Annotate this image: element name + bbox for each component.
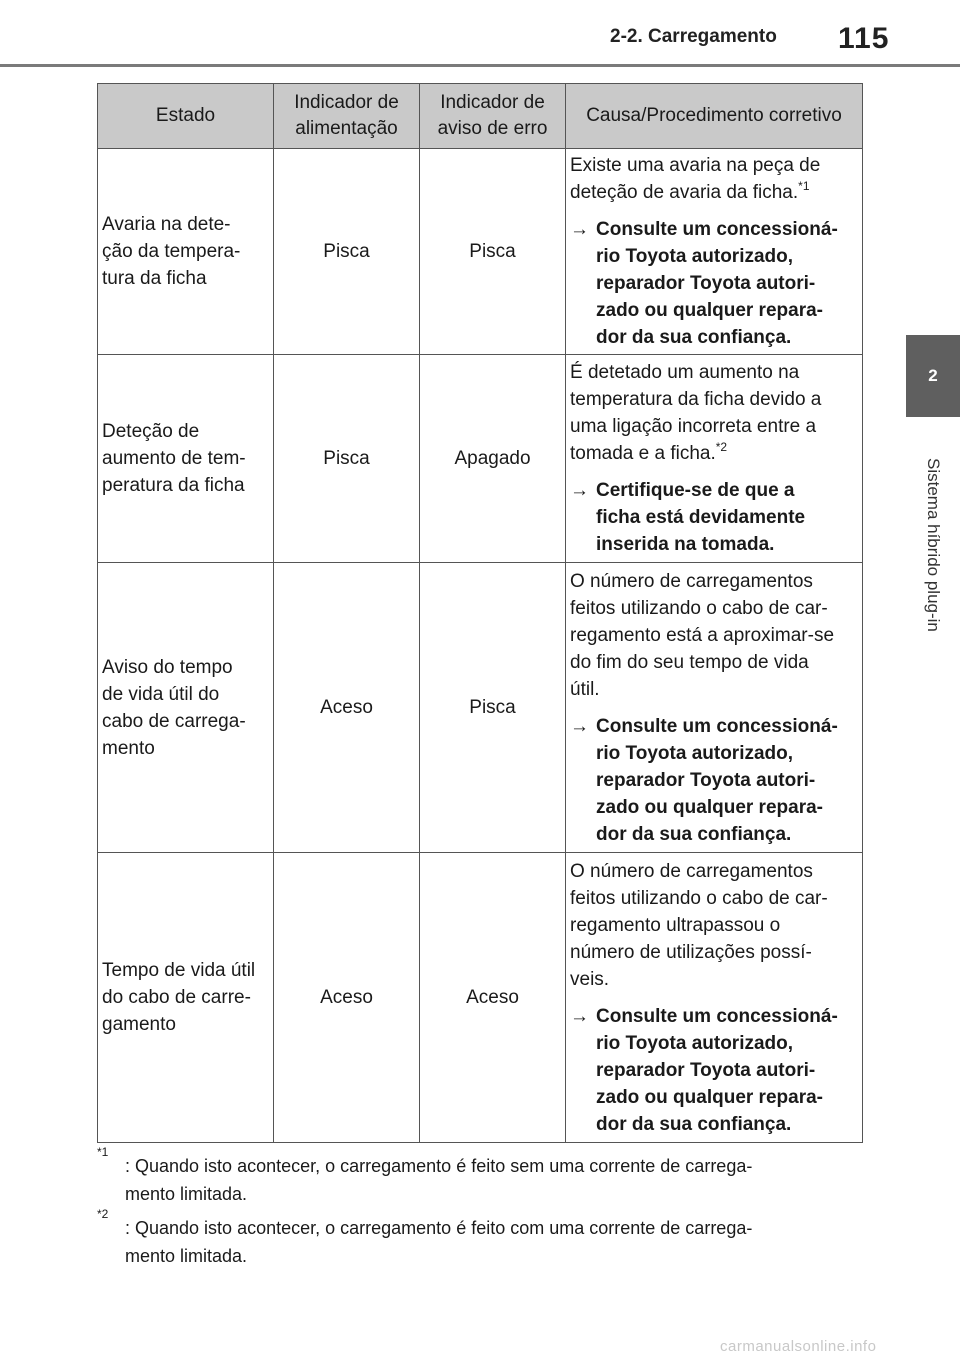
footnote-text: : Quando isto acontecer, o carregamento é feito com uma corrente de carrega- mento limitada.: [125, 1218, 753, 1266]
footnote-2: [97, 1207, 867, 1270]
cell-state: [98, 355, 274, 563]
cell-state: [98, 563, 274, 853]
footnotes: [97, 1145, 867, 1276]
table-header-row: [98, 84, 863, 149]
cell-power-indicator: Aceso: [274, 563, 420, 853]
footnote-mark: *1: [97, 1145, 109, 1159]
cause-text: O número de carregamentos feitos utilizando o cabo de car- regamento está a aproximar-se do fim do seu tempo de vida útil.: [570, 570, 835, 700]
cell-error-indicator: Aceso: [420, 853, 566, 1143]
action-text: Certifique-se de que a ficha está devidamente inserida na tomada.: [596, 480, 806, 555]
header-divider: [0, 64, 960, 67]
cell-state: [98, 149, 274, 355]
chapter-tab-number: 2: [906, 335, 960, 417]
cell-cause: [566, 355, 863, 563]
charging-status-table: [97, 83, 863, 1143]
table-row: [98, 149, 863, 355]
arrow-icon: →: [570, 1005, 589, 1027]
cell-cause: [566, 853, 863, 1143]
footnote-ref: *1: [798, 179, 810, 193]
footnote-1: [97, 1145, 867, 1208]
chapter-tab-text: Sistema híbrido plug-in: [924, 458, 943, 632]
cell-power-indicator: Pisca: [274, 355, 420, 563]
cell-error-indicator: Apagado: [420, 355, 566, 563]
chapter-tab-label: [906, 420, 960, 670]
cell-power-indicator: Pisca: [274, 149, 420, 355]
cell-power-indicator: Aceso: [274, 853, 420, 1143]
column-header-cause: Causa/Procedimento corretivo: [566, 84, 863, 149]
cell-cause: [566, 563, 863, 853]
table-row: [98, 355, 863, 563]
column-header-error-indicator: Indicador de aviso de erro: [420, 84, 566, 149]
state-text: Avaria na dete- ção da tempera- tura da ficha: [102, 214, 241, 289]
cell-error-indicator: Pisca: [420, 563, 566, 853]
column-header-power-indicator: Indicador de alimentação: [274, 84, 420, 149]
footnote-text: : Quando isto acontecer, o carregamento é feito sem uma corrente de carrega- mento limitada.: [125, 1156, 753, 1204]
page-number: 115: [838, 22, 890, 55]
cause-text: O número de carregamentos feitos utilizando o cabo de car- regamento ultrapassou o número de utilizações possí- veis.: [570, 860, 828, 990]
state-text: Tempo de vida útil do cabo de carre- gamento: [102, 960, 256, 1035]
cell-error-indicator: Pisca: [420, 149, 566, 355]
cell-cause: [566, 149, 863, 355]
footnote-ref: *2: [715, 440, 728, 454]
watermark: carmanualsonline.info: [720, 1338, 877, 1355]
action-text: Consulte um concessioná- rio Toyota autorizado, reparador Toyota autori- zado ou qualquer repara- dor da sua confiança.: [596, 219, 838, 348]
arrow-icon: →: [570, 480, 589, 501]
cell-state: [98, 853, 274, 1143]
column-header-state: Estado: [98, 84, 274, 149]
arrow-icon: →: [570, 219, 589, 240]
table-row: [98, 853, 863, 1143]
state-text: Deteção de aumento de tem- peratura da ficha: [102, 421, 246, 496]
table-row: [98, 563, 863, 853]
state-text: Aviso do tempo de vida útil do cabo de carrega- mento: [102, 656, 246, 759]
cause-text: É detetado um aumento na temperatura da ficha devido a uma ligação incorreta entre a tomada e a ficha.: [570, 362, 822, 464]
footnote-mark: *2: [97, 1207, 109, 1221]
action-text: Consulte um concessioná- rio Toyota autorizado, reparador Toyota autori- zado ou qualquer repara- dor da sua confiança.: [596, 715, 838, 845]
section-title: 2-2. Carregamento: [610, 26, 777, 47]
arrow-icon: →: [570, 715, 589, 737]
action-text: Consulte um concessioná- rio Toyota autorizado, reparador Toyota autori- zado ou qualquer repara- dor da sua confiança.: [596, 1005, 838, 1135]
cause-text: Existe uma avaria na peça de deteção de avaria da ficha.: [570, 155, 821, 203]
